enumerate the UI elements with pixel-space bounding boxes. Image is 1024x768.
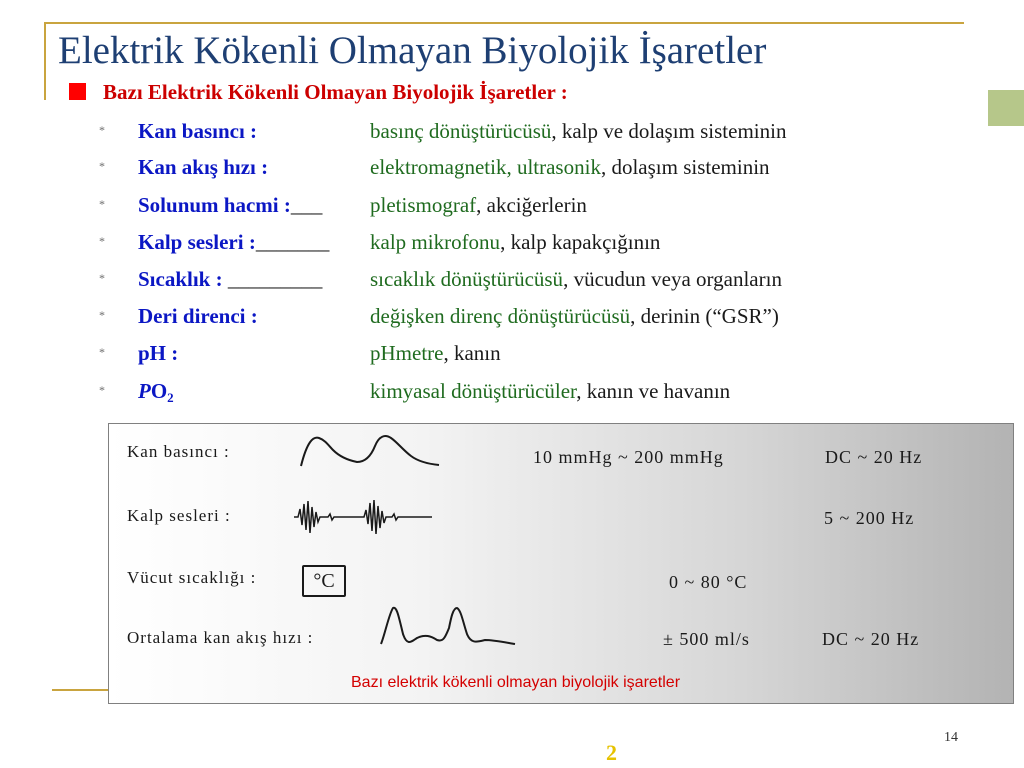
signal-description xyxy=(370,341,501,366)
signal-term xyxy=(138,341,178,366)
list-item xyxy=(0,155,1024,185)
method-text: sıcaklık dönüştürücüsü xyxy=(370,267,564,291)
star-bullet-icon: * xyxy=(99,123,105,137)
term-label: Kalp sesleri : xyxy=(138,230,256,254)
term-label: Deri direnci : xyxy=(138,304,258,328)
list-item xyxy=(0,193,1024,223)
star-bullet-icon: * xyxy=(99,345,105,359)
star-bullet-icon: * xyxy=(99,234,105,248)
method-text: kalp mikrofonu xyxy=(370,230,501,254)
figure-label: Kalp sesleri : xyxy=(127,506,231,525)
star-bullet-icon: * xyxy=(99,383,105,397)
signal-description xyxy=(370,379,730,404)
signal-term xyxy=(138,304,258,329)
term-label: Kan basıncı : xyxy=(138,119,258,143)
signal-description xyxy=(370,119,786,144)
method-text: pHmetre xyxy=(370,341,444,365)
page-number: 2 xyxy=(606,740,617,765)
signal-description xyxy=(370,267,782,292)
method-text: kimyasal dönüştürücüler xyxy=(370,379,577,403)
list-item xyxy=(0,119,1024,149)
signal-term xyxy=(138,155,268,180)
list-item xyxy=(0,341,1024,371)
left-accent-line xyxy=(44,22,46,100)
heart-sound-waveform-icon xyxy=(292,496,434,538)
star-bullet-icon: * xyxy=(99,271,105,285)
target-text: , kalp ve dolaşım sisteminin xyxy=(551,119,787,143)
term-label: Sıcaklık : xyxy=(138,267,223,291)
list-item xyxy=(0,379,1024,409)
list-item xyxy=(0,230,1024,260)
blood-flow-waveform-icon xyxy=(379,604,517,650)
term-label: Kan akış hızı : xyxy=(138,155,269,179)
signal-term xyxy=(138,119,257,144)
range-value: ± 500 ml/s xyxy=(663,629,750,649)
signal-figure xyxy=(108,423,1014,704)
star-bullet-icon: * xyxy=(99,159,105,173)
signal-description xyxy=(370,304,779,329)
term-filler: _______ xyxy=(255,230,330,254)
signal-term xyxy=(138,193,322,218)
target-text: , kalp kapakçığının xyxy=(500,230,661,254)
figure-caption: Bazı elektrik kökenli olmayan biyolojik işaretler xyxy=(351,674,681,691)
figure-label: Vücut sıcaklığı : xyxy=(127,568,257,587)
figure-label: Kan basıncı : xyxy=(127,442,230,461)
square-bullet-icon xyxy=(69,83,86,100)
bandwidth-value: 5 ~ 200 Hz xyxy=(824,508,915,528)
method-text: pletismograf xyxy=(370,193,477,217)
po2-base: O xyxy=(150,379,168,403)
section-heading: Bazı Elektrik Kökenli Olmayan Biyolojik İşaretler : xyxy=(103,80,568,104)
list-item xyxy=(0,267,1024,297)
method-text: elektromagnetik, ultrasonik xyxy=(370,155,601,179)
target-text: , derinin (“GSR”) xyxy=(630,304,779,328)
bandwidth-value: DC ~ 20 Hz xyxy=(825,447,923,467)
method-text: değişken direnç dönüştürücüsü xyxy=(370,304,631,328)
range-value: 10 mmHg ~ 200 mmHg xyxy=(533,447,724,467)
slide-number: 14 xyxy=(944,730,958,745)
blood-pressure-waveform-icon xyxy=(299,432,441,468)
range-value: 0 ~ 80 °C xyxy=(669,572,748,592)
term-filler: ___ xyxy=(290,193,323,217)
signal-term xyxy=(138,267,322,292)
bandwidth-value: DC ~ 20 Hz xyxy=(822,629,920,649)
signal-description xyxy=(370,230,660,255)
list-item xyxy=(0,304,1024,334)
signal-description xyxy=(370,193,587,218)
po2-prefix: P xyxy=(138,379,151,403)
signal-description xyxy=(370,155,770,180)
target-text: , kanın xyxy=(443,341,501,365)
target-text: , kanın ve havanın xyxy=(576,379,731,403)
term-filler: _________ xyxy=(222,267,323,291)
page-title: Elektrik Kökenli Olmayan Biyolojik İşaretler xyxy=(58,29,767,72)
star-bullet-icon: * xyxy=(99,197,105,211)
figure-label: Ortalama kan akış hızı : xyxy=(127,628,314,647)
signal-term-po2 xyxy=(138,379,174,406)
term-label: pH : xyxy=(138,341,179,365)
top-accent-line xyxy=(44,22,964,24)
thermometer-celsius-icon: °C xyxy=(302,565,346,597)
term-label: Solunum hacmi : xyxy=(138,193,291,217)
star-bullet-icon: * xyxy=(99,308,105,322)
target-text: , vücudun veya organların xyxy=(563,267,782,291)
target-text: , dolaşım sisteminin xyxy=(600,155,770,179)
po2-subscript: 2 xyxy=(167,390,174,405)
bottom-accent-line xyxy=(52,689,112,691)
target-text: , akciğerlerin xyxy=(476,193,587,217)
method-text: basınç dönüştürücüsü xyxy=(370,119,552,143)
signal-term xyxy=(138,230,329,255)
